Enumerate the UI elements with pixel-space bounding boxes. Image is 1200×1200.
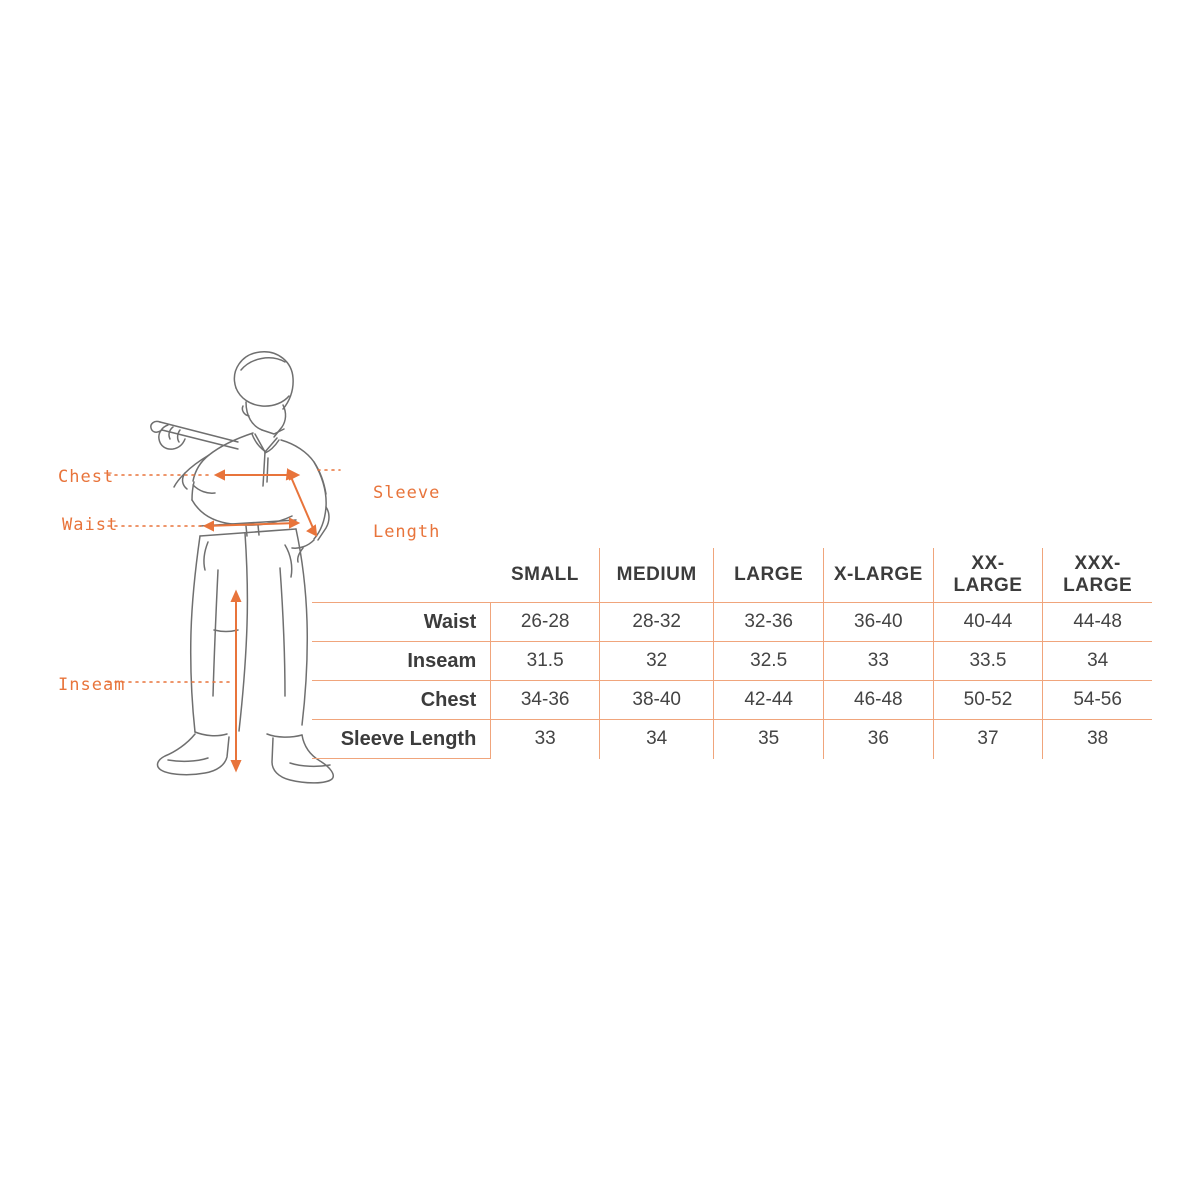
column-header-medium: MEDIUM [600,548,714,603]
cell-sleeve-xxx-large: 38 [1043,720,1152,759]
row-header-sleeve-length: Sleeve Length [312,720,491,759]
table-corner-cell [312,548,491,603]
cell-sleeve-large: 35 [714,720,824,759]
column-header-xx-large: XX-LARGE [933,548,1043,603]
cell-inseam-x-large: 33 [824,642,934,681]
table-row [312,720,1152,759]
label-inseam: Inseam [58,675,126,695]
cell-waist-small: 26-28 [491,603,600,642]
cell-sleeve-xx-large: 37 [933,720,1043,759]
cell-inseam-small: 31.5 [491,642,600,681]
column-header-large: LARGE [714,548,824,603]
cell-chest-x-large: 46-48 [824,681,934,720]
table-header [312,548,1152,603]
cell-inseam-large: 32.5 [714,642,824,681]
size-table [312,548,1152,759]
label-chest: Chest [58,467,115,487]
cell-inseam-medium: 32 [600,642,714,681]
cell-chest-xxx-large: 54-56 [1043,681,1152,720]
table-row [312,681,1152,720]
cell-chest-small: 34-36 [491,681,600,720]
cell-chest-medium: 38-40 [600,681,714,720]
column-header-xxx-large: XXX-LARGE [1043,548,1152,603]
cell-waist-xxx-large: 44-48 [1043,603,1152,642]
cell-sleeve-small: 33 [491,720,600,759]
cell-inseam-xx-large: 33.5 [933,642,1043,681]
label-sleeve-line1: Sleeve [372,482,441,503]
table-row [312,603,1152,642]
cell-chest-xx-large: 50-52 [933,681,1043,720]
cell-chest-large: 42-44 [714,681,824,720]
cell-waist-medium: 28-32 [600,603,714,642]
row-header-inseam: Inseam [312,642,491,681]
table-row [312,642,1152,681]
column-header-x-large: X-LARGE [824,548,934,603]
cell-sleeve-medium: 34 [600,720,714,759]
label-sleeve-line2: Length [372,521,441,542]
cell-sleeve-x-large: 36 [824,720,934,759]
row-header-chest: Chest [312,681,491,720]
cell-inseam-xxx-large: 34 [1043,642,1152,681]
row-header-waist: Waist [312,603,491,642]
table-header-row [312,548,1152,603]
cell-waist-xx-large: 40-44 [933,603,1043,642]
cell-waist-x-large: 36-40 [824,603,934,642]
label-waist: Waist [62,515,119,535]
cell-waist-large: 32-36 [714,603,824,642]
table-body [312,603,1152,759]
column-header-small: SMALL [491,548,600,603]
